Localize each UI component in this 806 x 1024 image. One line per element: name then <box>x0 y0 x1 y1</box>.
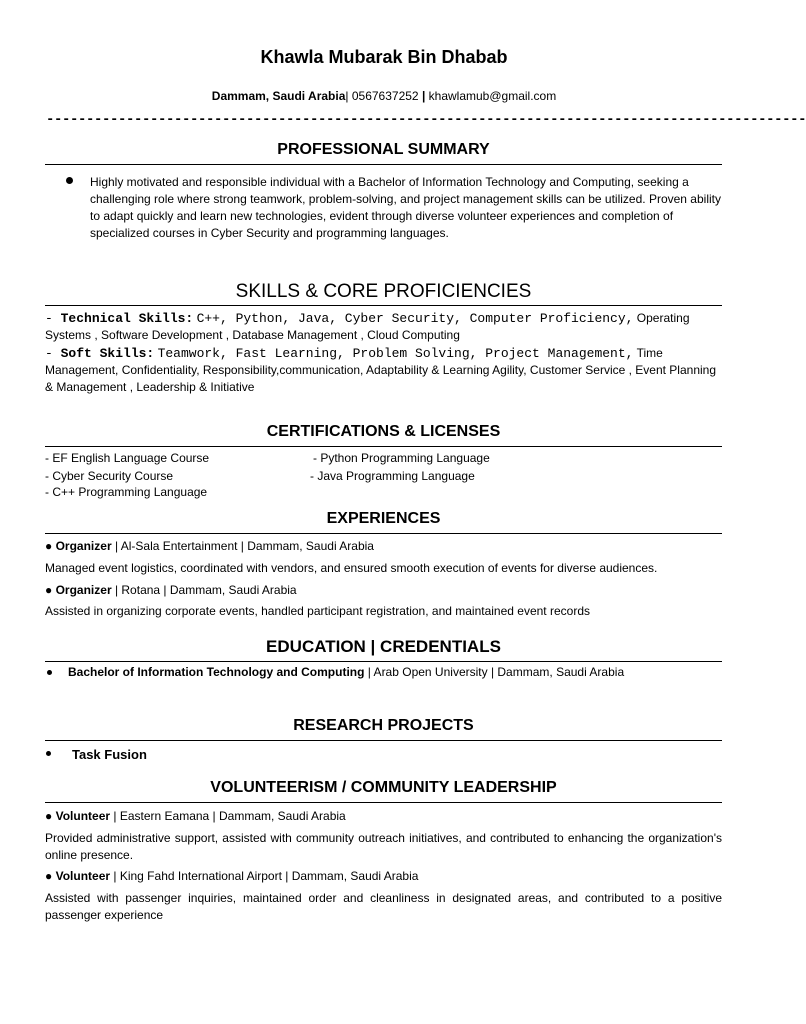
bullet-icon: ● <box>45 809 53 823</box>
certification-item: - C++ Programming Language <box>45 485 208 499</box>
section-title-research: RESEARCH PROJECTS <box>293 717 474 734</box>
section-rule <box>45 305 722 306</box>
section-rule <box>45 164 722 165</box>
section-rule <box>45 533 722 534</box>
experience-role: Organizer <box>55 539 112 553</box>
soft-skills-list: Teamwork, Fast Learning, Problem Solving, Project Management, <box>157 346 634 361</box>
research-item: Task Fusion <box>72 747 147 762</box>
technical-skills-more: Operating Systems , Software Development , Database Management , Cloud Computing <box>45 311 690 342</box>
experience-description: Managed event logistics, coordinated with vendors, and ensured smooth execution of events for diverse audiences. <box>45 561 658 575</box>
certification-item: - EF English Language Course <box>45 451 210 465</box>
summary-text: Highly motivated and responsible individual with a Bachelor of Information Technology and Computing, seeking a challenging role where strong teamwork, problem-solving, and project management skills can be utilized. Proven ability to adapt quickly and learn new technologies, evident through diverse volunteer experiences and completion of specialized courses in Cyber Security and programming languages. <box>90 175 721 240</box>
section-rule <box>45 802 722 803</box>
bullet-icon <box>47 670 52 675</box>
certification-item: - Cyber Security Course <box>45 469 174 483</box>
soft-skills-label: Soft Skills: <box>60 346 155 361</box>
contact-phone: 0567637252 <box>351 89 419 103</box>
contact-location: Dammam, Saudi Arabia <box>211 89 346 103</box>
volunteer-description: Assisted with passenger inquiries, maintained order and cleanliness in designated areas, and contributed to a positive passenger experience <box>45 891 722 922</box>
section-title-summary: PROFESSIONAL SUMMARY <box>277 141 490 158</box>
contact-email: khawlamub@gmail.com <box>428 89 557 103</box>
volunteer-details: | Eastern Eamana | Dammam, Saudi Arabia <box>110 809 346 823</box>
soft-skills <box>45 345 722 396</box>
bullet-icon: ● <box>45 583 53 597</box>
section-title-education: EDUCATION | CREDENTIALS <box>266 637 501 656</box>
bullet-icon <box>46 751 51 756</box>
certification-item: - Python Programming Language <box>313 451 490 465</box>
section-title-skills: SKILLS & CORE PROFICIENCIES <box>235 281 532 302</box>
volunteer-role: Volunteer <box>55 809 111 823</box>
skills-dash: - <box>45 311 61 326</box>
volunteer-role: Volunteer <box>55 869 111 883</box>
volunteer-heading <box>45 808 346 825</box>
contact-line <box>0 89 768 103</box>
section-title-certifications: CERTIFICATIONS & LICENSES <box>266 423 501 440</box>
education-details: | Arab Open University | Dammam, Saudi Arabia <box>364 665 625 679</box>
section-title-volunteer: VOLUNTEERISM / COMMUNITY LEADERSHIP <box>210 779 557 796</box>
bullet-icon: ● <box>45 869 53 883</box>
experience-details: | Al-Sala Entertainment | Dammam, Saudi Arabia <box>111 539 374 553</box>
volunteer-description: Provided administrative support, assisted with community outreach initiatives, and contributed to enhancing the organization's online presence. <box>45 831 722 862</box>
skills-dash: - <box>45 346 61 361</box>
section-rule <box>45 740 722 741</box>
experience-description: Assisted in organizing corporate events, handled participant registration, and maintained event records <box>45 604 590 618</box>
experience-details: | Rotana | Dammam, Saudi Arabia <box>111 583 297 597</box>
candidate-name: Khawla Mubarak Bin Dhabab <box>260 47 508 67</box>
technical-skills-list: C++, Python, Java, Cyber Security, Computer Proficiency, <box>196 311 634 326</box>
section-title-experiences: EXPERIENCES <box>326 510 441 527</box>
header-divider: ----------------------------------------------------------------------------------------------- <box>46 112 806 128</box>
experience-heading <box>45 582 297 599</box>
bullet-icon: ● <box>45 539 53 553</box>
experience-heading <box>45 538 374 555</box>
education-entry <box>68 664 624 681</box>
volunteer-details: | King Fahd International Airport | Dammam, Saudi Arabia <box>110 869 419 883</box>
contact-separator: | <box>345 89 349 103</box>
volunteer-heading <box>45 868 418 885</box>
contact-separator: | <box>421 89 426 103</box>
section-rule <box>45 661 722 662</box>
education-degree: Bachelor of Information Technology and Computing <box>68 665 365 679</box>
technical-skills <box>45 310 722 344</box>
soft-skills-more: Time Management, Confidentiality, Responsibility,communication, Adaptability & Learning Agility, Customer Service , Event Planning & Management , Leadership & Initiative <box>45 346 717 394</box>
experience-role: Organizer <box>55 583 112 597</box>
section-rule <box>45 446 722 447</box>
bullet-icon <box>66 177 73 184</box>
technical-skills-label: Technical Skills: <box>60 311 194 326</box>
certification-item: - Java Programming Language <box>310 469 475 483</box>
